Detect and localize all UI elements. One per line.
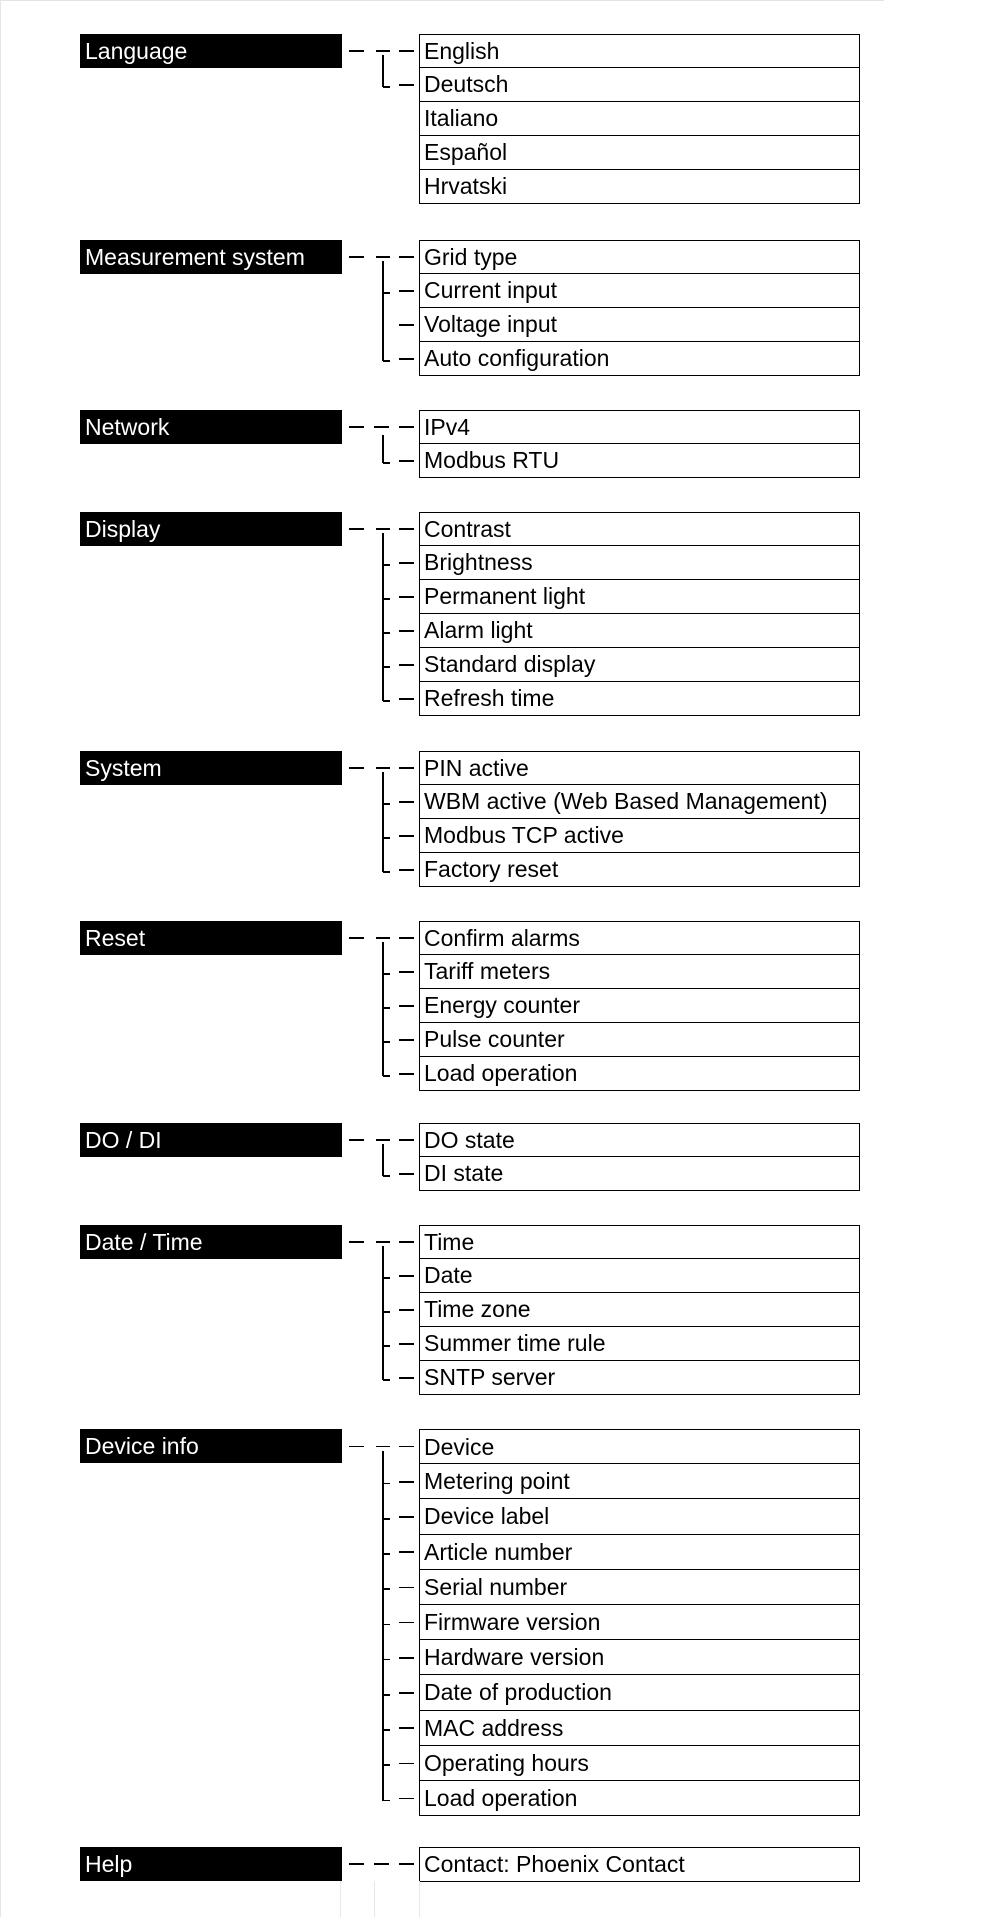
connector-branch [383, 1659, 390, 1661]
connector-branch [383, 598, 390, 600]
connector-branch [383, 1007, 390, 1009]
menu-item: PIN active [419, 751, 860, 786]
connector-dash [399, 1275, 414, 1277]
menu-item: Operating hours [419, 1745, 860, 1781]
connector-branch [383, 1800, 390, 1802]
connector-tee-bar [376, 767, 390, 769]
connector-dash [399, 1173, 414, 1175]
connector-dash [399, 1692, 414, 1694]
connector-branch [383, 86, 390, 88]
connector-branch [383, 1694, 390, 1696]
connector-trunk [382, 261, 384, 361]
section-label: Display [80, 512, 342, 546]
menu-item: Date of production [419, 1674, 860, 1710]
connector-dash [399, 1005, 414, 1007]
menu-item: Voltage input [419, 307, 860, 342]
connector-dash [399, 358, 414, 360]
menu-item: Time zone [419, 1292, 860, 1327]
connector-dash [399, 1139, 414, 1141]
menu-item: Hardware version [419, 1639, 860, 1675]
connector-branch [383, 1518, 390, 1520]
connector-dash [399, 528, 414, 530]
connector-dash [349, 937, 364, 939]
menu-item: Article number [419, 1534, 860, 1570]
connector-branch [383, 462, 390, 464]
connector-dash [399, 835, 414, 837]
connector-dash [399, 664, 414, 666]
menu-item: English [419, 34, 860, 69]
connector-branch [383, 1277, 390, 1279]
section-label: Date / Time [80, 1225, 342, 1259]
section-label: Help [80, 1847, 342, 1881]
connector-dash [399, 767, 414, 769]
connector-dash [399, 1622, 414, 1624]
connector-branch [383, 1764, 390, 1766]
menu-item: DO state [419, 1123, 860, 1158]
connector-tee-bar [376, 1139, 390, 1141]
connector-dash [349, 1139, 364, 1141]
connector-branch [383, 360, 390, 362]
connector-branch [383, 666, 390, 668]
connector-branch [383, 837, 390, 839]
connector-branch [383, 803, 390, 805]
connector-branch [383, 564, 390, 566]
connector-dash [349, 767, 364, 769]
connector-dash [349, 1241, 364, 1243]
connector-dash [399, 1377, 414, 1379]
section-label: Language [80, 34, 342, 68]
connector-branch [383, 632, 390, 634]
connector-branch [383, 1345, 390, 1347]
connector-branch [383, 1379, 390, 1381]
menu-item: Permanent light [419, 579, 860, 614]
connector-tee-bar [376, 256, 390, 258]
connector-dash [399, 1446, 414, 1448]
connector-trunk [382, 435, 384, 463]
connector-branch [383, 1624, 390, 1626]
menu-item: Date [419, 1258, 860, 1293]
connector-dash [399, 426, 414, 428]
connector-trunk [382, 942, 384, 1076]
left-edge-line [0, 0, 1, 1917]
connector-dash [399, 937, 414, 939]
menu-item: Factory reset [419, 852, 860, 887]
menu-item: Hrvatski [419, 169, 860, 204]
connector-dash [399, 630, 414, 632]
connector-dash [349, 1446, 364, 1448]
connector-dash [399, 1798, 414, 1800]
menu-item: Contact: Phoenix Contact [419, 1847, 860, 1882]
connector-tee-bar [376, 937, 390, 939]
connector-branch [383, 1075, 390, 1077]
connector-dash [374, 426, 389, 428]
section-label: Device info [80, 1429, 342, 1463]
connector-dash [399, 50, 414, 52]
connector-branch [383, 1311, 390, 1313]
connector-dash [399, 324, 414, 326]
connector-dash [399, 1039, 414, 1041]
connector-dash [399, 256, 414, 258]
footer-lines [340, 1881, 420, 1917]
connector-dash [399, 1727, 414, 1729]
connector-dash [399, 290, 414, 292]
menu-item: Auto configuration [419, 341, 860, 376]
section-label: Measurement system [80, 240, 342, 274]
connector-branch [383, 1041, 390, 1043]
connector-dash [399, 460, 414, 462]
menu-item: Italiano [419, 101, 860, 136]
connector-tee-bar [376, 1241, 390, 1243]
connector-dash [399, 84, 414, 86]
section-label: Reset [80, 921, 342, 955]
menu-item: Español [419, 135, 860, 170]
menu-item: Confirm alarms [419, 921, 860, 956]
connector-trunk [382, 1144, 384, 1176]
connector-trunk [382, 1451, 384, 1801]
menu-item: Load operation [419, 1780, 860, 1816]
menu-item: Modbus TCP active [419, 818, 860, 853]
menu-item: Current input [419, 273, 860, 308]
connector-dash [349, 50, 364, 52]
menu-item: Standard display [419, 647, 860, 682]
menu-item: WBM active (Web Based Management) [419, 784, 860, 819]
connector-tee-bar [376, 1446, 390, 1448]
connector-dash [399, 562, 414, 564]
menu-item: Device label [419, 1498, 860, 1534]
menu-item: Firmware version [419, 1604, 860, 1640]
section-label: Network [80, 410, 342, 444]
top-edge-line [0, 0, 884, 1]
menu-item: Alarm light [419, 613, 860, 648]
connector-dash [399, 1309, 414, 1311]
connector-branch [383, 1588, 390, 1590]
menu-item: Grid type [419, 240, 860, 275]
connector-trunk [382, 772, 384, 872]
connector-dash [399, 1343, 414, 1345]
connector-branch [383, 700, 390, 702]
connector-dash [399, 1863, 414, 1865]
connector-dash [399, 1516, 414, 1518]
connector-dash [399, 869, 414, 871]
connector-dash [349, 256, 364, 258]
menu-item: Serial number [419, 1569, 860, 1605]
connector-tee-bar [376, 528, 390, 530]
connector-dash [399, 1241, 414, 1243]
menu-item: MAC address [419, 1710, 860, 1746]
connector-trunk [382, 533, 384, 701]
menu-item: Summer time rule [419, 1326, 860, 1361]
menu-item: Metering point [419, 1463, 860, 1499]
connector-branch [383, 1553, 390, 1555]
menu-item: Energy counter [419, 988, 860, 1023]
section-label: DO / DI [80, 1123, 342, 1157]
menu-item: IPv4 [419, 410, 860, 445]
menu-item: Pulse counter [419, 1022, 860, 1057]
menu-item: DI state [419, 1156, 860, 1191]
connector-dash [399, 1481, 414, 1483]
menu-item: Time [419, 1225, 860, 1260]
connector-branch [383, 1483, 390, 1485]
connector-dash [374, 1863, 389, 1865]
connector-dash [399, 596, 414, 598]
connector-dash [349, 426, 364, 428]
connector-branch [383, 292, 390, 294]
connector-dash [399, 1587, 414, 1589]
connector-dash [399, 698, 414, 700]
connector-dash [399, 1551, 414, 1553]
connector-dash [399, 971, 414, 973]
section-label: System [80, 751, 342, 785]
connector-trunk [382, 1246, 384, 1380]
menu-item: Device [419, 1429, 860, 1465]
menu-item: Deutsch [419, 67, 860, 102]
connector-branch [383, 973, 390, 975]
menu-item: Load operation [419, 1056, 860, 1091]
connector-dash [349, 528, 364, 530]
connector-trunk [382, 55, 384, 87]
connector-tee-bar [376, 50, 390, 52]
connector-dash [399, 1763, 414, 1765]
menu-item: Brightness [419, 545, 860, 580]
menu-item: SNTP server [419, 1360, 860, 1395]
menu-item: Contrast [419, 512, 860, 547]
menu-item: Tariff meters [419, 954, 860, 989]
connector-dash [349, 1863, 364, 1865]
menu-item: Refresh time [419, 681, 860, 716]
connector-branch [383, 1729, 390, 1731]
connector-dash [399, 1657, 414, 1659]
connector-branch [383, 871, 390, 873]
menu-item: Modbus RTU [419, 443, 860, 478]
connector-branch [383, 1175, 390, 1177]
connector-dash [399, 1073, 414, 1075]
connector-dash [399, 801, 414, 803]
